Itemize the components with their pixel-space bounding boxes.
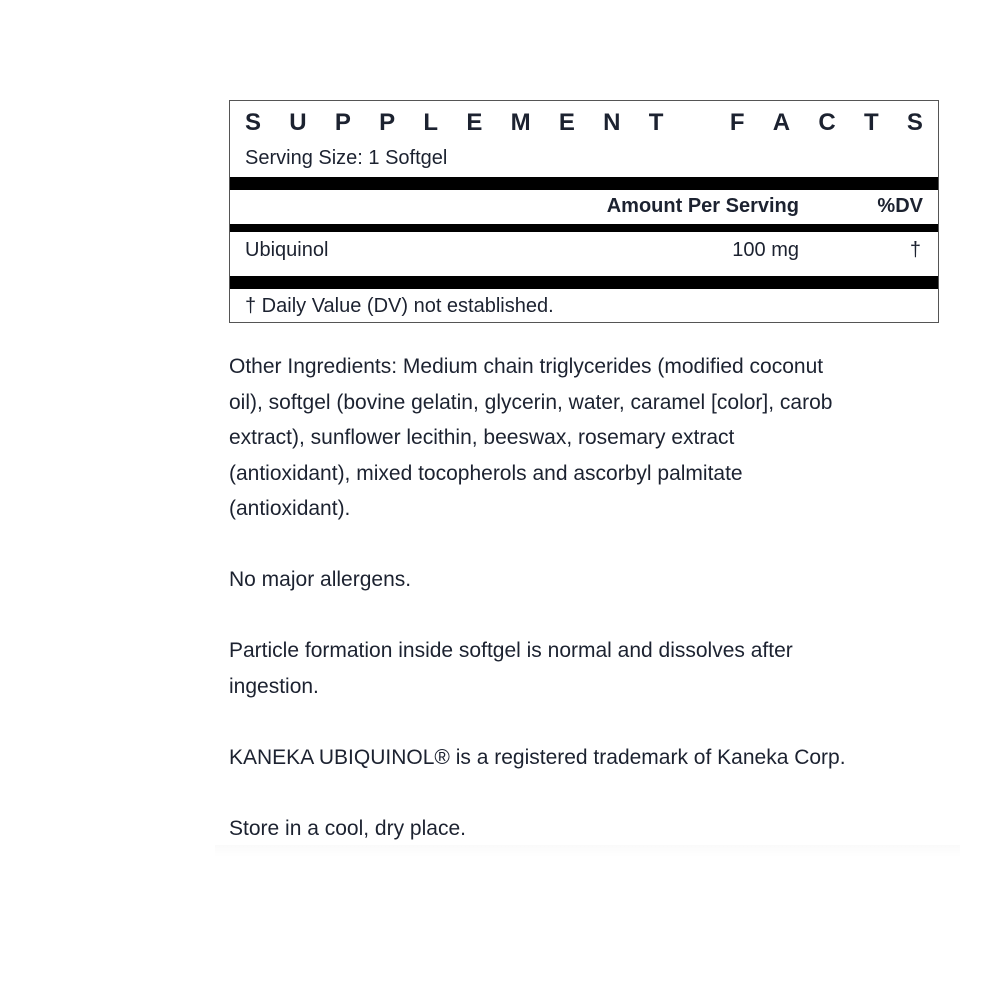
text-line: Particle formation inside softgel is normal and dissolves after	[229, 639, 793, 662]
ingredient-amount: 100 mg	[732, 239, 799, 261]
title-letter: S	[245, 109, 262, 136]
title-letter: A	[772, 109, 791, 136]
title-letter: E	[558, 109, 575, 136]
trademark-note: KANEKA UBIQUINOL® is a registered trademark of Kaneka Corp.	[229, 746, 846, 769]
footnote: † Daily Value (DV) not established.	[245, 295, 554, 317]
title-letter: P	[334, 109, 351, 136]
facts-title	[245, 109, 923, 137]
title-space	[692, 109, 702, 137]
divider-thick	[230, 177, 938, 190]
title-letter: N	[603, 109, 621, 136]
allergens-note: No major allergens.	[229, 568, 412, 591]
title-letter: U	[289, 109, 307, 136]
text-line: Other Ingredients: Medium chain triglycerides (modified coconut	[229, 355, 824, 378]
storage-note: Store in a cool, dry place.	[229, 817, 466, 840]
section-fade	[215, 845, 960, 857]
particle-note	[229, 633, 793, 704]
dv-header: %DV	[877, 195, 923, 217]
title-letter: F	[729, 109, 745, 136]
title-letter: P	[379, 109, 396, 136]
ingredient-name: Ubiquinol	[245, 239, 329, 261]
other-ingredients	[229, 349, 832, 527]
text-line: ingestion.	[229, 674, 319, 698]
text-line: (antioxidant), mixed tocopherols and ascorbyl palmitate	[229, 461, 743, 485]
amount-header: Amount Per Serving	[606, 195, 799, 217]
ingredient-dv: †	[909, 239, 921, 261]
title-letter: M	[510, 109, 531, 136]
title-letter: L	[423, 109, 439, 136]
title-letter: E	[466, 109, 483, 136]
title-letter: S	[906, 109, 923, 136]
text-line: extract), sunflower lecithin, beeswax, rosemary extract	[229, 426, 735, 449]
title-letter: C	[818, 109, 836, 136]
divider-medium	[230, 224, 938, 232]
title-letter: T	[863, 109, 879, 136]
text-line: oil), softgel (bovine gelatin, glycerin, water, caramel [color], carob	[229, 390, 833, 414]
serving-size: Serving Size: 1 Softgel	[245, 147, 448, 169]
text-line: (antioxidant).	[229, 497, 351, 520]
title-letter: T	[648, 109, 664, 136]
supplement-facts-panel	[229, 100, 939, 323]
divider-thick	[230, 276, 938, 289]
